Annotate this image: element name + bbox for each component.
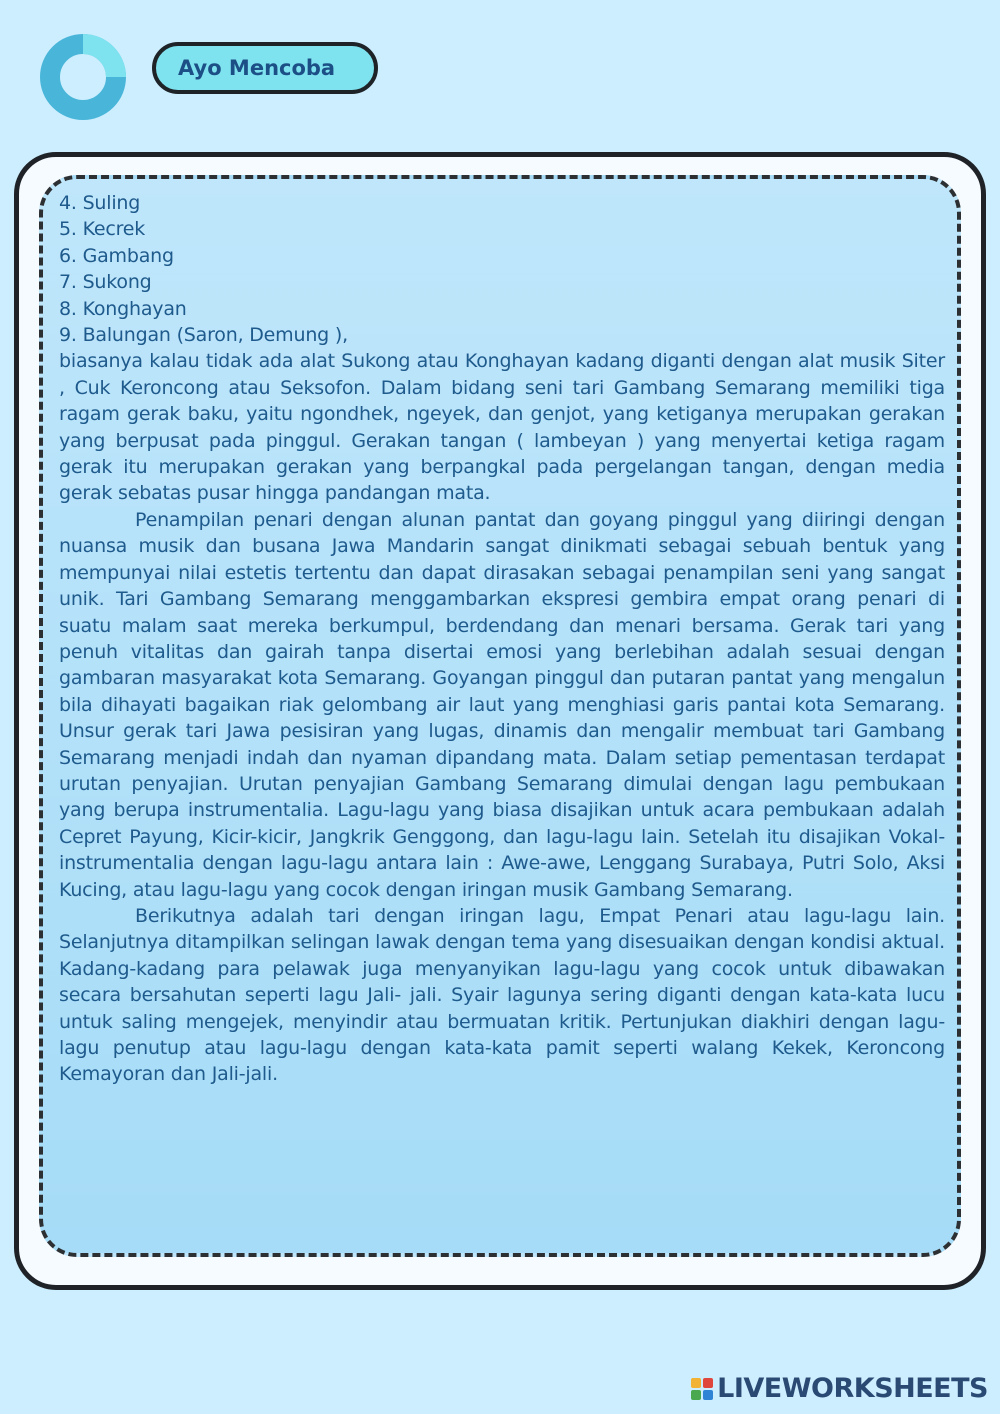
liveworksheets-blocks-icon	[691, 1378, 713, 1400]
paragraph: Penampilan penari dengan alunan pantat dan goyang pinggul yang diiringi dengan nuansa musik dan busana Jawa Mandarin sangat dinikmati sebagai sebuah bentuk yang mempunyai nilai estetis tertentu dan dapat dirasakan sebagai penampilan seni yang sangat unik. Tari Gambang Semarang menggambarkan ekspresi gembira empat orang penari di suatu malam saat mereka berkumpul, berdendang dan menari bersama. Gerak tari yang penuh vitalitas dan gairah tanpa disertai emosi yang berlebihan adalah sesuai dengan gambaran masyarakat kota Semarang. Goyangan pinggul dan putaran pantat yang mengalun bila dihayati bagaikan riak gelombang air laut yang menghiasi garis pantai kota Semarang. Unsur gerak tari Jawa pesisiran yang lugas, dinamis dan mengalir membuat tari Gambang Semarang menjadi indah dan nyaman dipandang mata. Dalam setiap pementasan terdapat urutan penyajian. Urutan penyajian Gambang Semarang dimulai dengan lagu pembukaan yang berupa instrumentalia. Lagu-lagu yang biasa disajikan untuk acara pembukaan adalah Cepret Payung, Kicir-kicir, Jangkrik Genggong, dan lagu-lagu lain. Setelah itu disajikan Vokal-instrumentalia dengan lagu-lagu antara lain : Awe-awe, Lenggang Surabaya, Putri Solo, Aksi Kucing, atau lagu-lagu yang cocok dengan iringan musik Gambang Semarang.	[59, 508, 945, 901]
list-item: 8. Konghayan	[59, 297, 187, 320]
section-title: Ayo Mencoba	[178, 56, 336, 80]
liveworksheets-logo	[691, 1373, 988, 1404]
list-item: 5. Kecrek	[59, 218, 146, 241]
list-item: 6. Gambang	[59, 244, 174, 267]
paragraph: biasanya kalau tidak ada alat Sukong atau Konghayan kadang diganti dengan alat musik Siter , Cuk Keroncong atau Seksofon. Dalam bidang seni tari Gambang Semarang memiliki tiga ragam gerak baku, yaitu ngondhek, ngeyek, dan genjot, yang ketiganya merupakan gerakan yang berpusat pada pinggul. Gerakan tangan ( lambeyan ) yang menyertai ketiga ragam gerak itu merupakan gerakan yang berpangkal pada pergelangan tangan, dengan media gerak sebatas pusar hingga pandangan mata.	[59, 350, 945, 505]
list-item: 7. Sukong	[59, 271, 152, 294]
list-item: 9. Balungan (Saron, Demung ),	[59, 324, 348, 347]
brand-name: LIVEWORKSHEETS	[717, 1373, 988, 1404]
text-content	[59, 190, 945, 1088]
ring-icon	[38, 32, 128, 122]
paragraph: Berikutnya adalah tari dengan iringan lagu, Empat Penari atau lagu-lagu lain. Selanjutnya ditampilkan selingan lawak dengan tema yang disesuaikan dengan kondisi aktual. Kadang-kadang para pelawak juga menyanyikan lagu-lagu yang cocok untuk dibawakan secara bersahutan seperti lagu Jali- jali. Syair lagunya sering diganti dengan kata-kata lucu untuk saling mengejek, menyindir atau bermuatan kritik. Pertunjukan diakhiri dengan lagu-lagu penutup atau lagu-lagu dengan kata-kata pamit seperti walang Kekek, Keroncong Kemayoran dan Jali-jali.	[59, 904, 945, 1086]
list-item: 4. Suling	[59, 192, 141, 214]
section-title-badge	[152, 42, 378, 94]
